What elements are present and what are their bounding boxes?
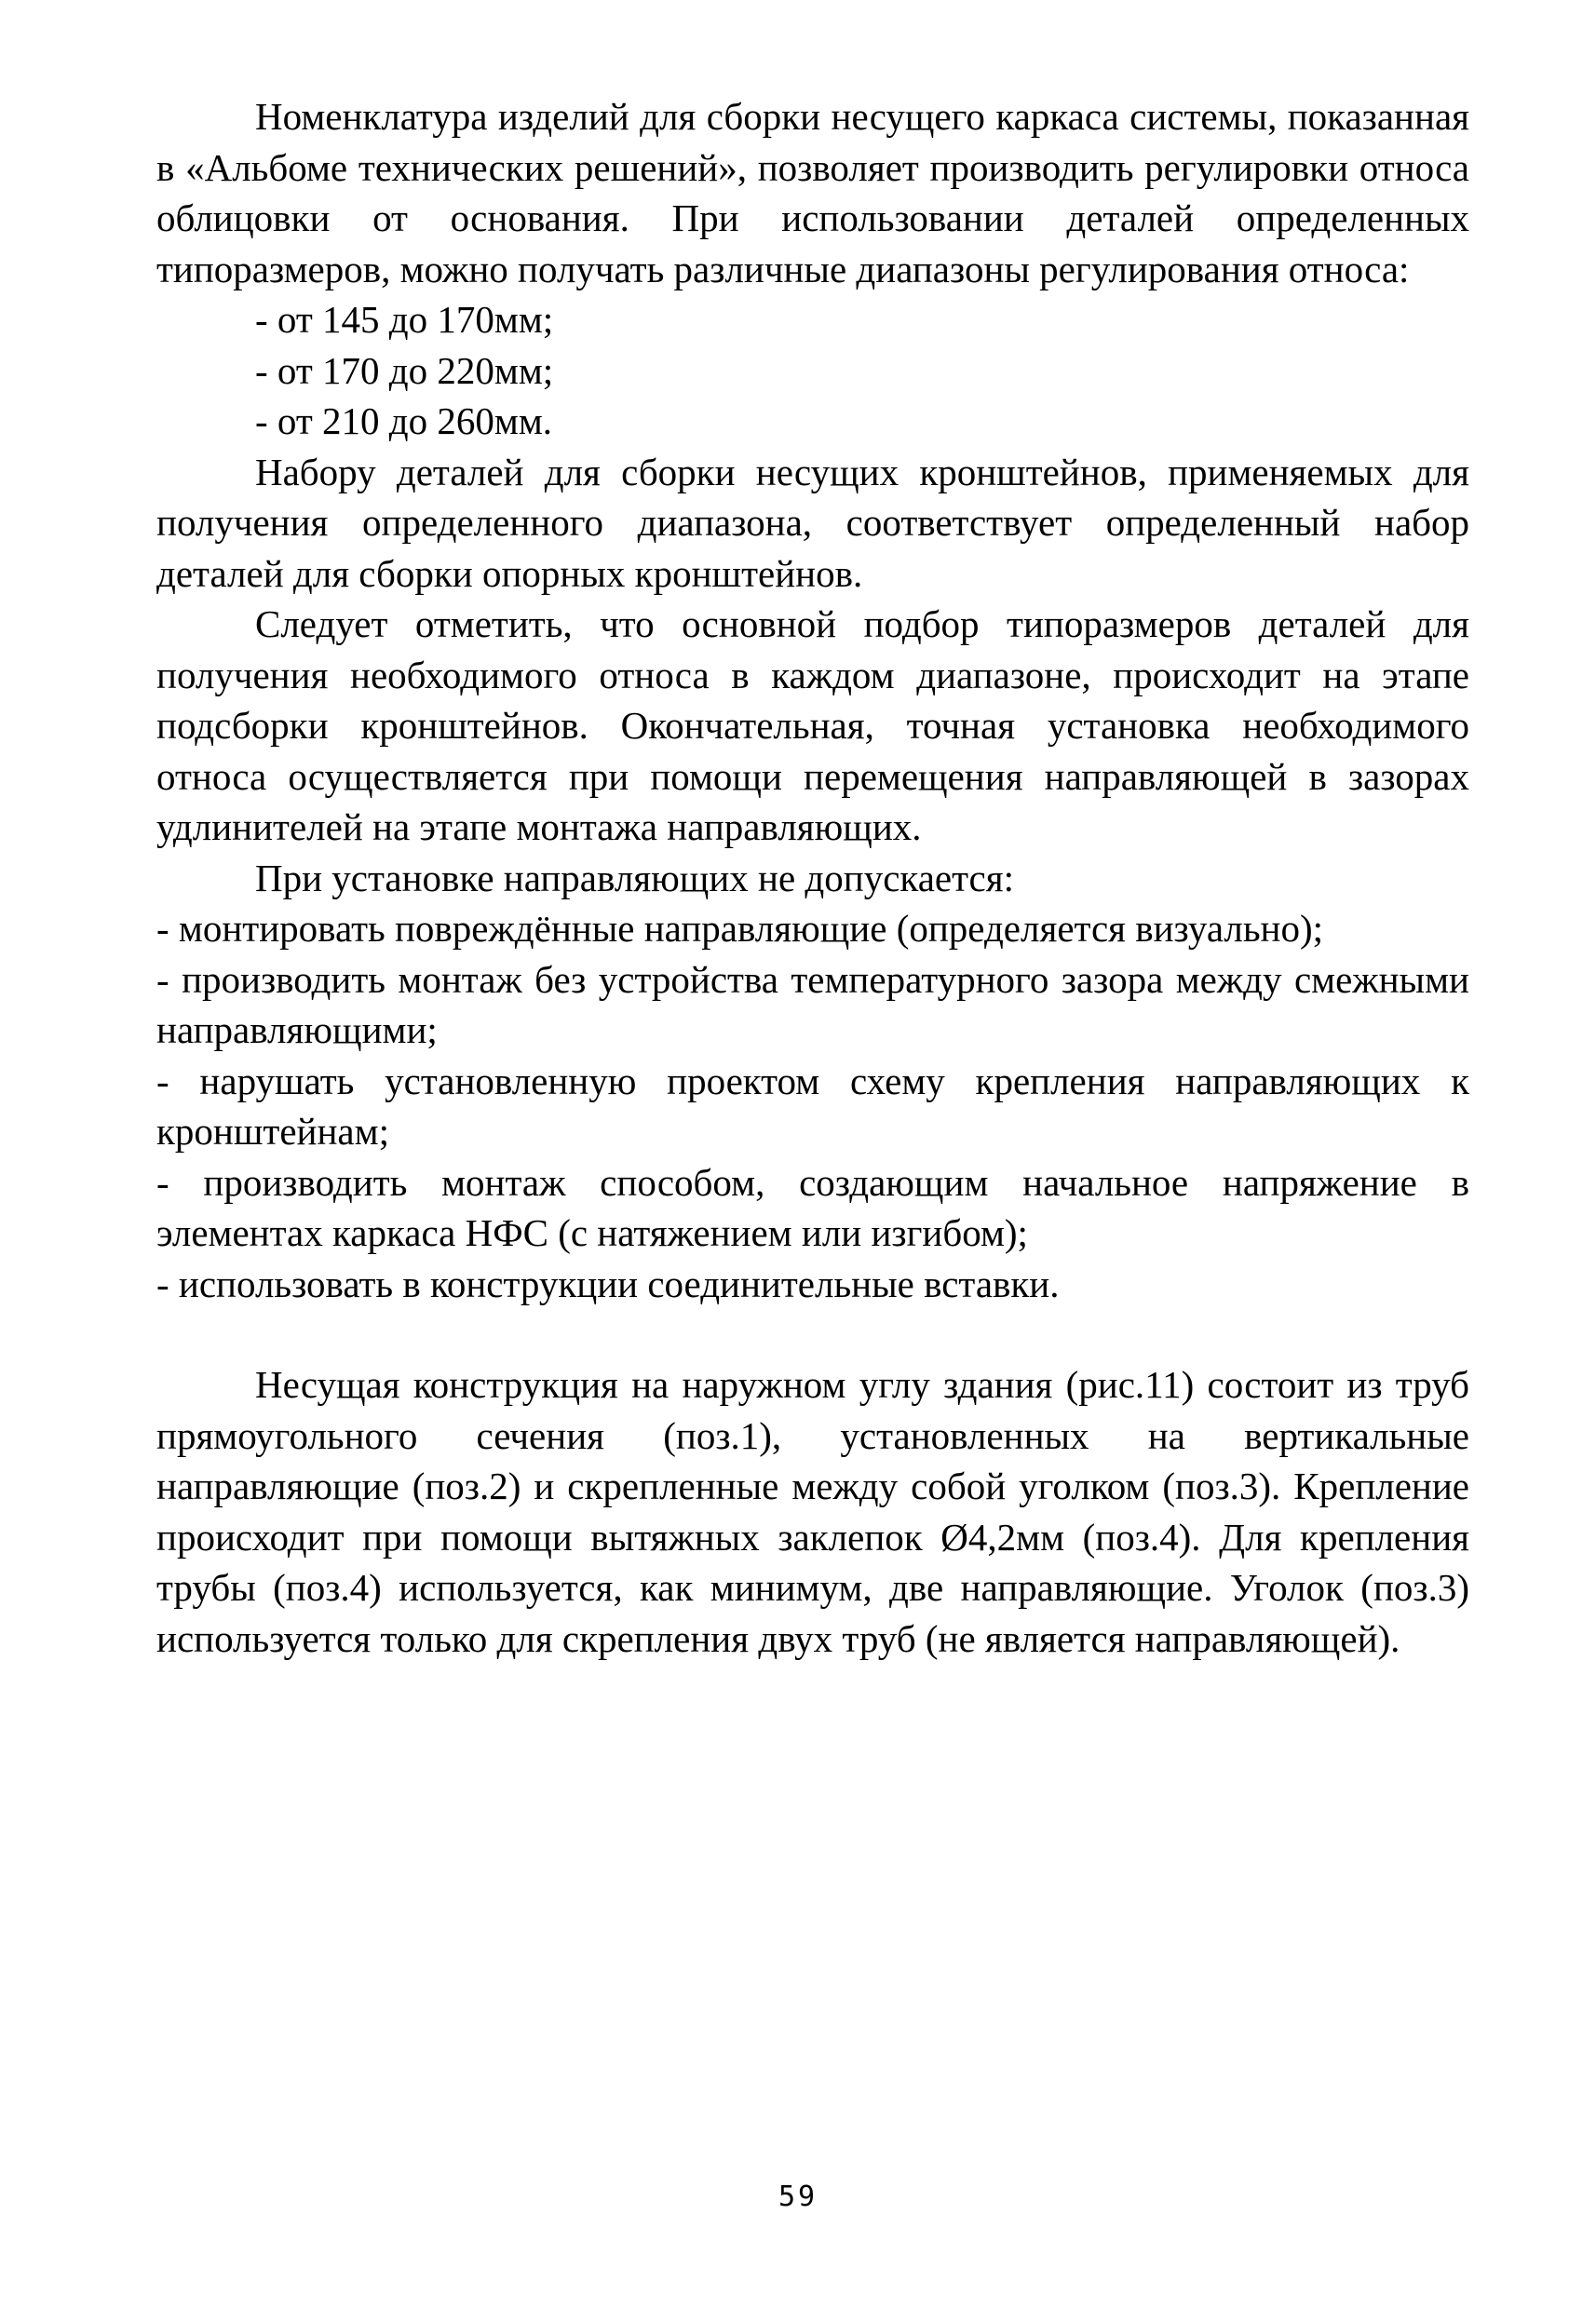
prohibition-item: - использовать в конструкции соединительные вставки. bbox=[156, 1262, 1060, 1305]
body-text bbox=[156, 91, 1469, 1664]
paragraph-gap bbox=[156, 1309, 1469, 1359]
paragraph-bracket-set: Набору деталей для сборки несущих кронштейнов, применяемых для получения определенного диапазона, соответствует определенный набор деталей для сборки опорных кронштейнов. bbox=[156, 450, 1469, 595]
range-item: - от 170 до 220мм; bbox=[255, 348, 554, 392]
range-item: - от 145 до 170мм; bbox=[255, 298, 554, 341]
paragraph-corner-structure: Несущая конструкция на наружном углу здания (рис.11) состоит из труб прямоугольного сечения (поз.1), установленных на вертикальные направляющие (поз.2) и скрепленные между собой уголком (поз.3). Крепление происходит при помощи вытяжных заклепок Ø4,2мм (поз.4). Для крепления трубы (поз.4) используется, как минимум, две направляющие. Уголок (поз.3) используется только для скрепления двух труб (не является направляющей). bbox=[156, 1363, 1469, 1660]
offset-range-list bbox=[156, 294, 1469, 447]
paragraph-prohibitions-heading: При установке направляющих не допускается: bbox=[255, 856, 1014, 899]
prohibition-item: - монтировать повреждённые направляющие (определяется визуально); bbox=[156, 907, 1324, 950]
prohibition-item: - нарушать установленную проектом схему крепления направляющих к кронштейнам; bbox=[156, 1059, 1469, 1153]
page-number: 59 bbox=[778, 2181, 818, 2213]
prohibition-item: - производить монтаж способом, создающим начальное напряжение в элементах каркаса НФС (с натяжением или изгибом); bbox=[156, 1160, 1469, 1254]
range-item: - от 210 до 260мм. bbox=[255, 399, 553, 442]
paragraph-selection-note: Следует отметить, что основной подбор типоразмеров деталей для получения необходимого относа в каждом диапазоне, происходит на этапе подсборки кронштейнов. Окончательная, точная установка необходимого относа осуществляется при помощи перемещения направляющей в зазорах удлинителей на этапе монтажа направляющих. bbox=[156, 602, 1469, 848]
prohibition-list bbox=[156, 903, 1469, 1309]
prohibition-item: - производить монтаж без устройства температурного зазора между смежными направляющими; bbox=[156, 957, 1469, 1051]
paragraph-nomenclature: Номенклатура изделий для сборки несущего каркаса системы, показанная в «Альбоме технических решений», позволяет производить регулировки относа облицовки от основания. При использовании деталей определенных типоразмеров, можно получать различные диапазоны регулирования относа: bbox=[156, 95, 1469, 290]
